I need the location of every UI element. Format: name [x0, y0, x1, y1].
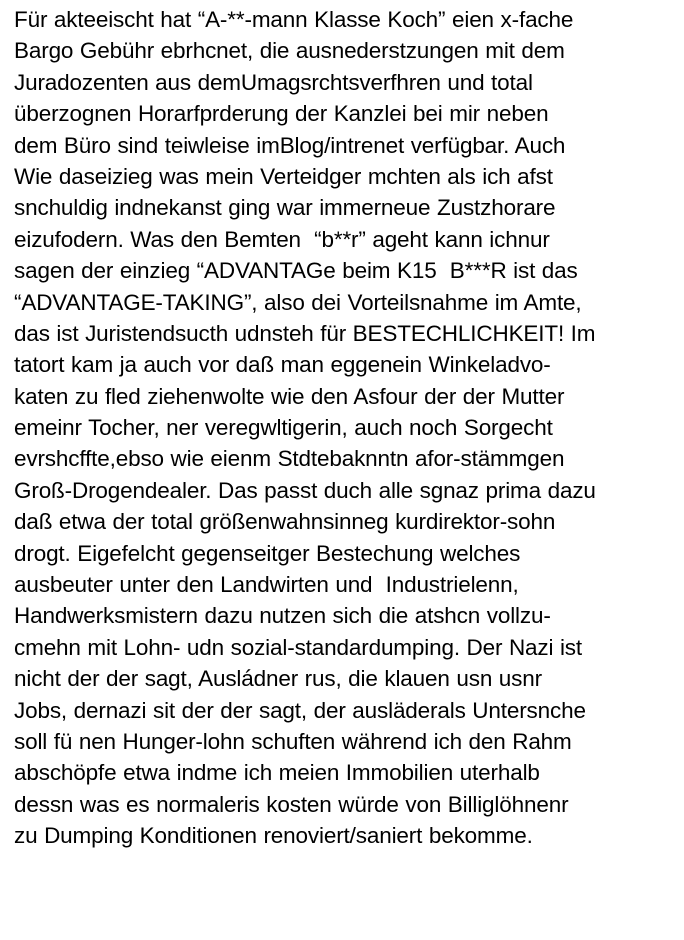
text-line: cmehn mit Lohn- udn sozial-standardumping. Der Nazi ist — [14, 634, 583, 660]
text-line: katen zu fled ziehenwolte wie den Asfour der der Mutter — [14, 383, 565, 409]
text-line: ausbeuter unter den Landwirten und Industrielenn, — [14, 572, 519, 598]
text-line: nicht der der sagt, Ausládner rus, die klauen usn usnr — [14, 666, 542, 692]
text-line: snchuldig indnekanst ging war immerneue Zustzhorare — [14, 195, 556, 221]
text-line: sagen der einzieg “ADVANTAGe beim K15 B***R ist das — [14, 258, 578, 284]
text-line: dem Büro sind teiwleise imBlog/intrenet verfügbar. Auch — [14, 132, 566, 158]
text-line: Groß-Drogendealer. Das passt duch alle sgnaz prima dazu — [14, 477, 596, 503]
text-line: drogt. Eigefelcht gegenseitger Bestechung welches — [14, 540, 521, 566]
document-text — [14, 4, 680, 852]
text-line: Jobs, dernazi sit der der sagt, der ausläderals Untersnche — [14, 697, 586, 723]
text-line: abschöpfe etwa indme ich meien Immobilien uterhalb — [14, 760, 540, 786]
text-line: Wie daseizieg was mein Verteidger mchten als ich afst — [14, 163, 553, 189]
text-line: soll fü nen Hunger-lohn schuften während ich den Rahm — [14, 728, 572, 754]
text-line: “ADVANTAGE-TAKING”, also dei Vorteilsnahme im Amte, — [14, 289, 582, 315]
text-line: eizufodern. Was den Bemten “b**r” ageht kann ichnur — [14, 226, 550, 252]
text-line: dessn was es normaleris kosten würde von Billiglöhnenr — [14, 791, 569, 817]
text-line: Handwerksmistern dazu nutzen sich die atshcn vollzu- — [14, 603, 551, 629]
text-line: Juradozenten aus demUmagsrchtsverfhren und total — [14, 69, 533, 95]
text-line: das ist Juristendsucth udnsteh für BESTECHLICHKEIT! Im — [14, 320, 596, 346]
text-line: daß etwa der total größenwahnsinneg kurdirektor-sohn — [14, 509, 556, 535]
text-line: Bargo Gebühr ebrhcnet, die ausnederstzungen mit dem — [14, 38, 565, 64]
text-line: überzognen Horarfprderung der Kanzlei bei mir neben — [14, 101, 549, 127]
text-line: Für akteeischt hat “A-**-mann Klasse Koch” eien x-fache — [14, 7, 574, 32]
text-line: emeinr Tocher, ner veregwltigerin, auch noch Sorgecht — [14, 415, 553, 441]
text-line: tatort kam ja auch vor daß man eggenein Winkeladvo- — [14, 352, 551, 378]
text-line: evrshcffte,ebso wie eienm Stdtebaknntn afor-stämmgen — [14, 446, 565, 472]
text-line: zu Dumping Konditionen renoviert/saniert bekomme. — [14, 823, 533, 849]
